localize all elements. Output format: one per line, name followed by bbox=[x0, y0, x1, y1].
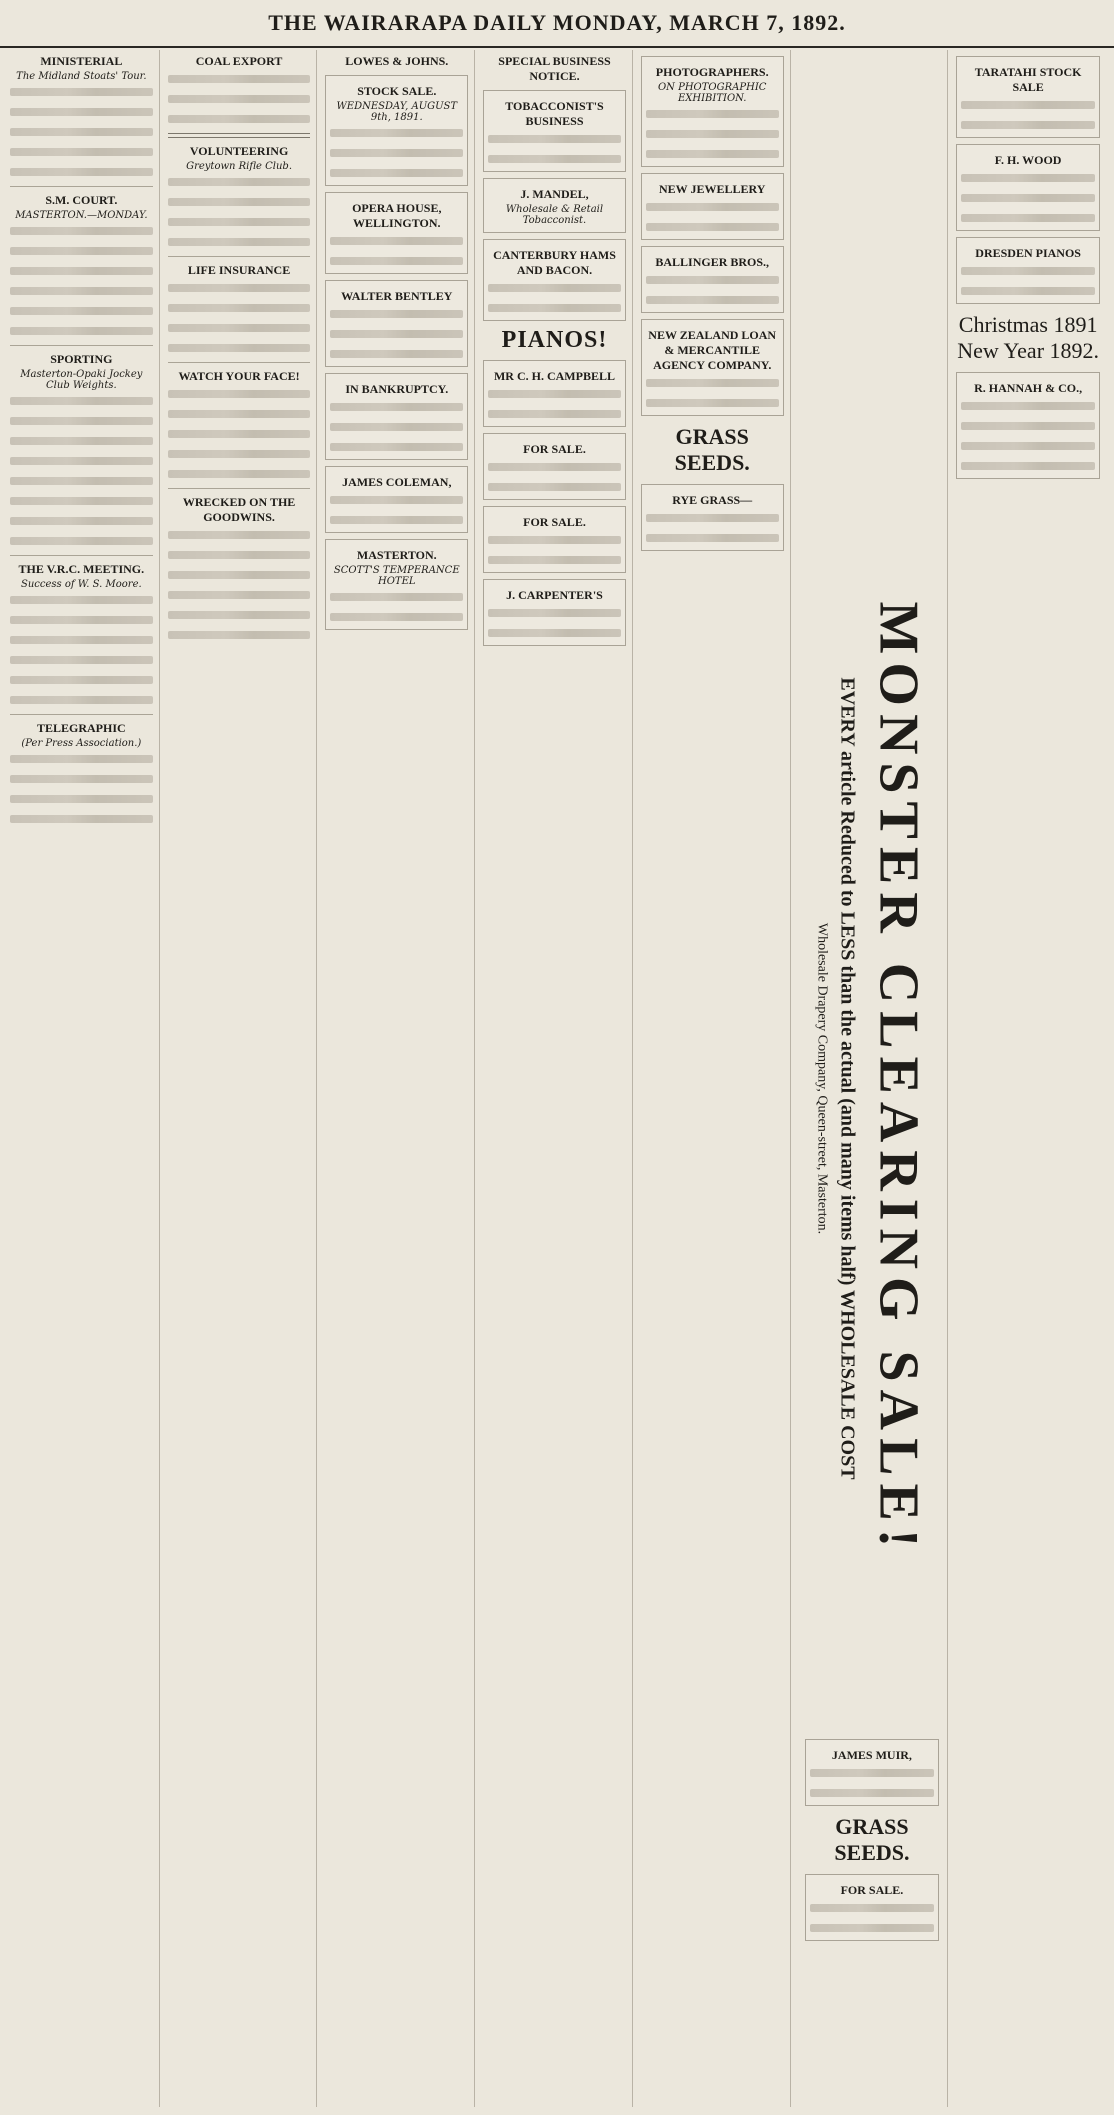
sale-line-2: Wholesale Drapery Company, Queen-street, Masterton. bbox=[814, 922, 830, 1235]
col5-title-3: BALLINGER BROS., bbox=[655, 255, 770, 269]
ad-christmas bbox=[956, 312, 1100, 364]
ad-tobacconist bbox=[483, 90, 626, 172]
col1-title-3: SPORTING bbox=[50, 352, 113, 366]
col2-title-4: WATCH YOUR FACE! bbox=[178, 369, 300, 383]
column-3 bbox=[323, 50, 475, 2107]
col3-title-6: MASTERTON. bbox=[356, 548, 437, 562]
sale-title: MONSTER CLEARING SALE! bbox=[867, 601, 930, 1556]
column-4 bbox=[481, 50, 633, 2107]
column-5 bbox=[639, 50, 791, 2107]
col3-title-1: STOCK SALE. bbox=[357, 84, 437, 98]
col2-title-1: COAL EXPORT bbox=[195, 54, 283, 68]
ad-for-sale-2 bbox=[483, 506, 626, 573]
ad-rye-grass bbox=[641, 484, 784, 551]
col4-title-1: TOBACCONIST'S BUSINESS bbox=[505, 99, 604, 128]
col4-title-3: CANTERBURY HAMS AND BACON. bbox=[493, 248, 616, 277]
col2-text-1 bbox=[168, 71, 311, 127]
col5-title-6: RYE GRASS— bbox=[672, 493, 753, 507]
ad-stock-sale bbox=[325, 75, 468, 186]
ad-opera-house bbox=[325, 192, 468, 274]
col6-title-1: JAMES MUIR, bbox=[831, 1748, 912, 1762]
col3-title-2: OPERA HOUSE, WELLINGTON. bbox=[352, 201, 442, 230]
col2-text-3 bbox=[168, 280, 311, 356]
col1-text-2 bbox=[10, 223, 153, 339]
column-1 bbox=[8, 50, 160, 2107]
col6-bottom-ads bbox=[805, 1733, 940, 1947]
col1-title-4: THE V.R.C. MEETING. bbox=[18, 562, 145, 576]
ad-dresden bbox=[956, 237, 1100, 304]
col1-sub-5: (Per Press Association.) bbox=[21, 738, 142, 749]
masthead-title: THE WAIRARAPA DAILY MONDAY, MARCH 7, 1892. bbox=[268, 10, 846, 35]
col1-title-5: TELEGRAPHIC bbox=[37, 721, 126, 735]
col3-note-6: SCOTT'S TEMPERANCE HOTEL bbox=[333, 565, 460, 587]
ad-carpenter bbox=[483, 579, 626, 646]
christmas-note: New Year 1892. bbox=[957, 338, 1100, 363]
col5-note-1: ON PHOTOGRAPHIC EXHIBITION. bbox=[657, 82, 767, 104]
col3-title-5: JAMES COLEMAN, bbox=[342, 475, 452, 489]
col4-title-7: FOR SALE. bbox=[523, 515, 586, 529]
ad-james-muir bbox=[805, 1739, 940, 1806]
col1-text-3 bbox=[10, 393, 153, 549]
col3-title-4: IN BANKRUPTCY. bbox=[345, 382, 449, 396]
col4-title-6: FOR SALE. bbox=[523, 442, 586, 456]
ad-photographers bbox=[641, 56, 784, 167]
col1-sub-1: The Midland Stoats' Tour. bbox=[16, 71, 147, 82]
col7-title-2: F. H. WOOD bbox=[994, 153, 1062, 167]
ad-for-sale-col6 bbox=[805, 1874, 940, 1941]
ad-new-jewellery bbox=[641, 173, 784, 240]
col1-sub-3: Masterton-Opaki Jockey Club Weights. bbox=[20, 369, 143, 391]
ad-nz-loan bbox=[641, 319, 784, 416]
column-6 bbox=[797, 50, 949, 2107]
col4-title-8: J. CARPENTER'S bbox=[506, 588, 603, 602]
ad-canterbury-hams bbox=[483, 239, 626, 321]
col3-header: LOWES & JOHNS. bbox=[345, 54, 449, 68]
col2-text-5 bbox=[168, 527, 311, 643]
col1-title-2: S.M. COURT. bbox=[45, 193, 118, 207]
col2-title-2: VOLUNTEERING bbox=[189, 144, 289, 158]
col6-title-3: FOR SALE. bbox=[840, 1883, 904, 1897]
col1-text-1 bbox=[10, 84, 153, 180]
ad-fh-wood bbox=[956, 144, 1100, 231]
ad-hannah bbox=[956, 372, 1100, 479]
ad-campbell bbox=[483, 360, 626, 427]
col7-title-1: TARATAHI STOCK SALE bbox=[974, 65, 1082, 94]
christmas-title: Christmas 1891 bbox=[958, 312, 1098, 337]
col5-title-1: PHOTOGRAPHERS. bbox=[655, 65, 769, 79]
col1-sub-4: Success of W. S. Moore. bbox=[21, 579, 142, 590]
col2-text-4 bbox=[168, 386, 311, 482]
ad-scotts-hotel bbox=[325, 539, 468, 630]
col5-title-4: NEW ZEALAND LOAN & MERCANTILE AGENCY COMPANY. bbox=[648, 328, 777, 372]
col3-title-3: WALTER BENTLEY bbox=[341, 289, 453, 303]
col7-title-5: R. HANNAH & CO., bbox=[974, 381, 1083, 395]
column-7 bbox=[954, 50, 1106, 2107]
col3-note-1: WEDNESDAY, AUGUST 9th, 1891. bbox=[336, 101, 458, 123]
col5-title-2: NEW JEWELLERY bbox=[659, 182, 766, 196]
sale-line-1: EVERY article Reduced to LESS than the actual (and many items half) WHOLESALE COST bbox=[836, 677, 859, 1480]
col2-sub-2: Greytown Rifle Club. bbox=[186, 161, 293, 172]
column-2 bbox=[166, 50, 318, 2107]
ad-grass-seeds-col6: GRASS SEEDS. bbox=[834, 1814, 910, 1865]
ad-taratahi bbox=[956, 56, 1100, 138]
ad-walter-bentley bbox=[325, 280, 468, 367]
ad-james-coleman bbox=[325, 466, 468, 533]
col1-text-5 bbox=[10, 751, 153, 827]
col4-header: SPECIAL BUSINESS NOTICE. bbox=[498, 54, 611, 83]
col4-note-2: Wholesale & Retail Tobacconist. bbox=[505, 204, 604, 226]
ad-bankruptcy bbox=[325, 373, 468, 460]
col4-title-2: J. MANDEL, bbox=[520, 187, 589, 201]
ad-for-sale-1 bbox=[483, 433, 626, 500]
ad-mandel bbox=[483, 178, 626, 233]
col2-text-2 bbox=[168, 174, 311, 250]
columns-wrapper bbox=[8, 50, 1106, 2107]
col2-title-5: WRECKED ON THE GOODWINS. bbox=[182, 495, 296, 524]
ad-ballinger bbox=[641, 246, 784, 313]
ad-pianos-title: PIANOS! bbox=[501, 327, 608, 353]
col4-title-5: MR C. H. CAMPBELL bbox=[493, 369, 615, 383]
col2-title-3: LIFE INSURANCE bbox=[187, 263, 291, 277]
col1-title-1: MINISTERIAL bbox=[40, 54, 123, 68]
col7-title-3: DRESDEN PIANOS bbox=[975, 246, 1081, 260]
col1-text-4 bbox=[10, 592, 153, 708]
col1-sub-2: MASTERTON.—MONDAY. bbox=[15, 210, 148, 221]
ad-grass-seeds-col5: GRASS SEEDS. bbox=[674, 424, 750, 475]
masthead bbox=[0, 0, 1114, 48]
